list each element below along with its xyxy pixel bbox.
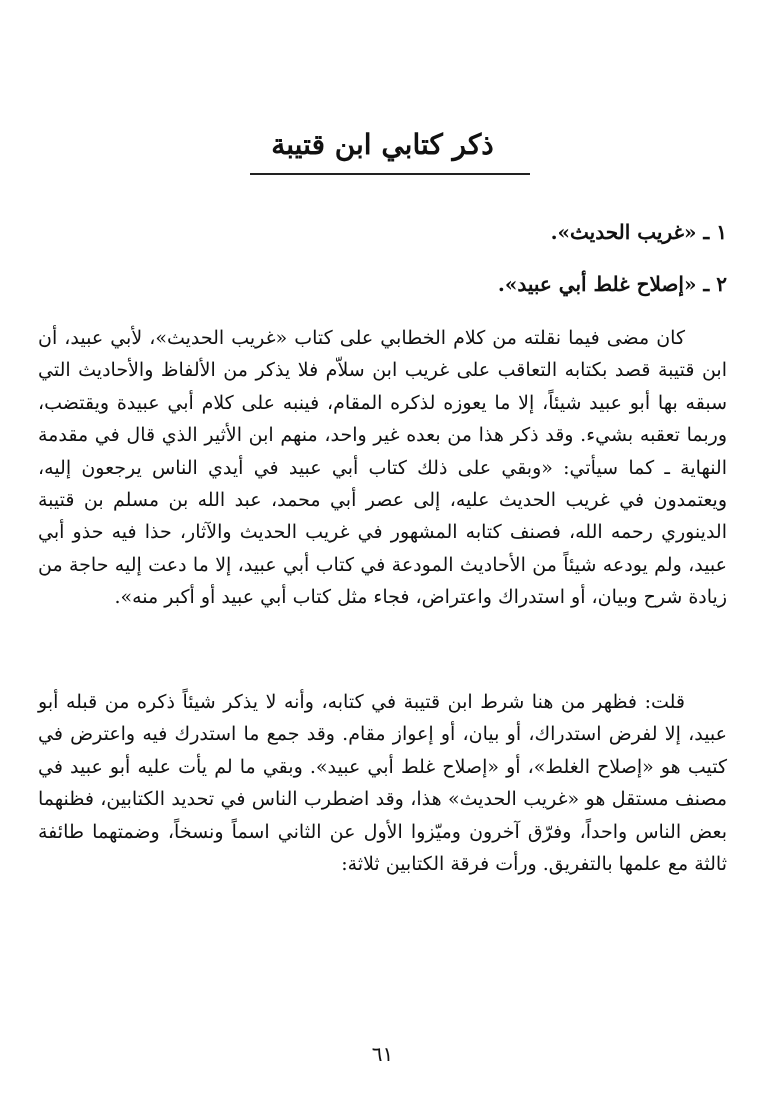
page-number: ٦١ — [371, 1042, 394, 1066]
title-underline — [250, 173, 530, 175]
list-item: ٢ ـ «إصلاح غلط أبي عبيد». — [497, 272, 727, 296]
book-list — [38, 214, 727, 318]
paragraph-remark: قلت: فظهر من هنا شرط ابن قتيبة في كتابه، وأنه لا يذكر شيئاً ذكره من قبله أبو عبيد، إلا لفرض استدراك، أو بيان، أو إعواز مقام. وقد جمع ما استدرك فيه واعترض في كتيب هو «إصلاح الغلط»، أو «إصلاح غلط أبي عبيد». وبقي ما لم يأت عليه أبو عبيد في مصنف مستقل هو «غريب الحديث» هذا، وقد اضطرب الناس في تحديد الكتابين، فظنهما بعض الناس واحداً، وفرّق آخرون وميّزوا الأول عن الثاني اسماً ونسخاً، وضمتهما طائفة ثالثة مع علمها بالتفريق. ورأت فرقة الكتابين ثلاثة: — [38, 691, 727, 876]
paragraph-intro: كان مضى فيما نقلته من كلام الخطابي على كتاب «غريب الحديث»، لأبي عبيد، أن ابن قتيبة قصد بكتابه التعاقب على غريب ابن سلاّم فلا يذكر من الألفاظ والأحاديث التي سبقه بها أبو عبيد شيئاً، إلا ما يعوزه لذكره المقام، فينبه على كلام أبي عبيدة ويقتضب، وربما تعقبه بشيء. وقد ذكر هذا من بعده غير واحد، منهم ابن الأثير الذي قال في مقدمة النهاية ـ كما سيأتي: «وبقي على ذلك كتاب أبي عبيد في أيدي الناس يرجعون إليه، ويعتمدون في غريب الحديث عليه، إلى عصر أبي محمد، عبد الله بن مسلم بن قتيبة الدينوري رحمه الله، فصنف كتابه المشهور في غريب الحديث والآثار، حذا فيه حذو أبي عبيد، ولم يودعه شيئاً من الأحاديث المودعة في كتاب أبي عبيد، إلا ما دعت إليه حاجة من زيادة شرح وبيان، أو استدراك واعتراض، فجاء مثل كتاب أبي عبيد أو أكبر منه». — [38, 327, 727, 609]
page-title: ذكر كتابي ابن قتيبة — [271, 128, 494, 161]
list-item: ١ ـ «غريب الحديث». — [550, 220, 727, 244]
